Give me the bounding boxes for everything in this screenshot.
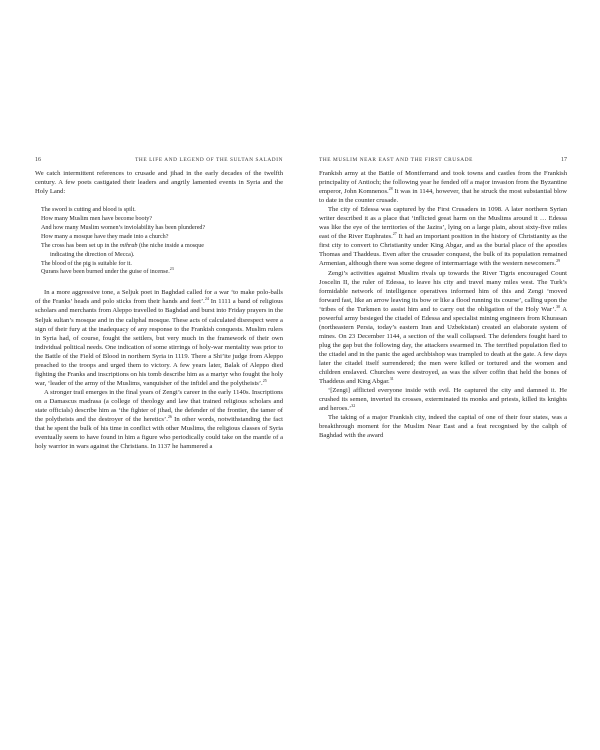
verse-line: Qurans have been burned under the guise of incense.$^{23}$	[41, 266, 174, 276]
left-page	[35, 157, 283, 451]
right-quote-paragraph: ‘[Zengi] afflicted everyone inside with evil. He captured the city and damned it. He crushed its semen, inverted its crosses, exterminated its monks and priests, killed its knights and heroes.’$^{32}$	[319, 387, 567, 413]
footnote-marker[interactable]: 25	[262, 377, 267, 383]
right-paragraph: Zengi’s activities against Muslim rivals up towards the River Tigris encouraged Count Joscelin II, the ruler of Edessa, to leave his city and travel many miles west. The Turk’s formidable network of intelligence operatives informed him of this and Zengi ‘moved forward fast, like an arrow leaving its bow or like a flood running its course’, calling upon the ‘tribes of the Turkmen to assist him and to carry out the obligation of the Holy War’.$^{30}$ A powerful army besieged the citadel of Edessa and specialist mining engineers from Khurasan (northeastern Persia, today’s eastern Iran and Uzbekistan) created an elaborate system of mines. On 23 December 1144, a section of the wall collapsed. The defenders fought hard to plug the gap but the following day, the attackers swarmed in. The terrified population fled to the citadel and in the panic the aged archbishop was trampled to death at the gate. A few days later the citadel itself surrendered; the men were killed or tortured and the women and children enslaved. Churches were destroyed, as was the silver coffin that held the bones of Thaddeus and King Abgar.$^{31}$	[319, 269, 567, 386]
verse-line: The blood of the pig is suitable for it.	[41, 260, 132, 267]
footnote-marker[interactable]: 27	[392, 231, 397, 237]
verse-line: indicating the direction of Mecca).	[50, 251, 135, 258]
left-page-text	[35, 169, 283, 451]
right-page	[319, 157, 567, 440]
right-page-text	[319, 169, 567, 440]
right-paragraph: The city of Edessa was captured by the First Crusaders in 1098. A later northern Syrian writer described it as a place that ‘inflicted great harm on the Muslims around it … Edessa was like the eye of the territories of the Jazira’, lying on a large plain, about sixty-five miles east of the River Euphrates.$^{27}$ It had an important position in the history of Christianity as the first city to convert to Christianity under King Abgar, and as the burial place of the apostles Thomas and Thaddeus. Even after the crusader conquest, the bulk of its population remained Armenian, although there was some degree of intermarriage with the western newcomers.$^{29}$	[319, 206, 567, 268]
left-paragraph: In a more aggressive tone, a Seljuk poet in Baghdad called for a war ‘to make polo-balls of the Franks’ heads and polo sticks from their hands and feet’.$^{24}$ In 1111 a band of religious scholars and merchants from Aleppo travelled to Baghdad and burst into Friday prayers in the Seljuk sultan’s mosque and in the caliphal mosque. These acts of calculated disrespect were a sign of their fury at the inadequacy of any response to the Frankish conquests. Muslim rulers in Syria had, of course, fought the settlers, but very much in the framework of their own individual political needs. One indication of some stirrings of holy-war mentality was prior to the Battle of the Field of Blood in northern Syria in 1119. There a Shi’ite judge from Aleppo preached to the troops and urged them to victory. A few years later, Balak of Aleppo died fighting the Franks and inscriptions on his tomb describe him as a martyr who fought the holy war, ‘leader of the army of the Muslims, vanquisher of the infidel and the polytheists’.$^{25}$	[35, 289, 283, 387]
right-paragraph: Frankish army at the Battle of Montferrand and took towns and castles from the Frankish principality of Antioch; the following year he fended off a major invasion from the Byzantine emperor, John Komnenos.$^{28}$ It was in 1144, however, that he struck the most substantial blow to date in the counter crusade.	[319, 170, 567, 205]
footnote-marker[interactable]: 30	[556, 303, 561, 309]
right-paragraph: The taking of a major Frankish city, indeed the capital of one of their four states, was a breakthrough moment for the Muslim Near East and a feat recognised by the caliph of Baghdad with the award	[319, 414, 567, 440]
footnote-marker[interactable]: 23	[169, 266, 174, 272]
left-paragraph: A stronger trail emerges in the final years of Zengi’s career in the early 1140s. Inscriptions on a Damascus madrasa (a college of theology and law that trained religious scholars and state officials) describe him as ‘the fighter of jihad, the defender of the frontier, the tamer of the polytheists and the destroyer of the heretics’.$^{26}$ In other words, notwithstanding the fact that he spent the bulk of his time in conflict with other Muslims, the religious classes of Syria eventually seem to have found in him a figure who periodically could take on the mantle of a holy warrior in wars against the Christians. In 1137 he hammered a	[35, 388, 283, 451]
footnote-marker[interactable]: 28	[388, 185, 393, 191]
footnote-marker[interactable]: 24	[204, 296, 209, 302]
verse-line: And how many Muslim women’s inviolability has been plundered?	[41, 224, 206, 231]
verse-line: The sword is cutting and blood is spilt.	[41, 207, 136, 214]
footnote-marker[interactable]: 29	[556, 258, 561, 264]
footnote-marker[interactable]: 26	[167, 413, 172, 419]
verse-line: How many a mosque have they made into a church?	[41, 233, 169, 240]
left-intro-paragraph: We catch intermittent references to crusade and jihad in the early decades of the twelfth century. A few poets castigated their leaders and angrily lamented events in Syria and the Holy Land:	[35, 170, 283, 196]
footnote-marker[interactable]: 32	[351, 403, 356, 409]
right-running-head-title: THE MUSLIM NEAR EAST AND THE FIRST CRUSADE	[319, 157, 473, 163]
left-page-number: 16	[35, 157, 41, 163]
italic-term: mihrab	[119, 242, 138, 249]
left-running-head	[35, 157, 283, 165]
verse-line: How many Muslim men have become booty?	[41, 216, 153, 223]
right-page-number: 17	[561, 157, 567, 163]
verse-line: The cross has been set up in the mihrab (the niche inside a mosque	[41, 242, 204, 249]
footnote-marker[interactable]: 31	[389, 375, 394, 381]
poem-quote	[41, 206, 283, 277]
right-running-head	[319, 157, 567, 165]
left-running-head-title: THE LIFE AND LEGEND OF THE SULTAN SALADIN	[135, 157, 283, 163]
